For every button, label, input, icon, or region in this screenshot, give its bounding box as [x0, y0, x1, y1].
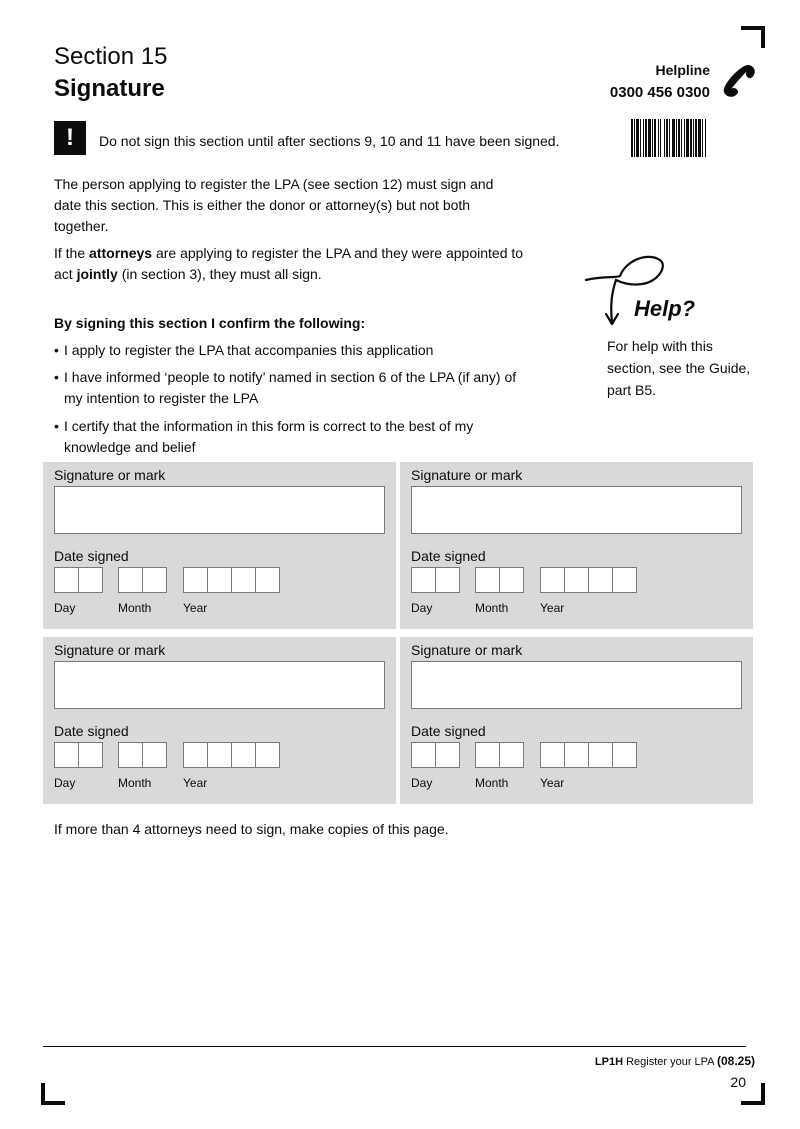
digit-box[interactable] [54, 742, 79, 768]
date-year-field[interactable] [540, 742, 637, 766]
date-month-field[interactable] [118, 742, 167, 766]
attorneys-text-3: (in section 3), they must all sign. [117, 266, 322, 282]
digit-box[interactable] [411, 742, 436, 768]
date-year-field[interactable] [183, 567, 280, 591]
digit-box[interactable] [78, 567, 103, 593]
date-year-field[interactable] [183, 742, 280, 766]
crop-mark-top-right [741, 26, 765, 48]
digit-box[interactable] [612, 742, 637, 768]
digit-box[interactable] [255, 742, 280, 768]
digit-box[interactable] [612, 567, 637, 593]
day-caption: Day [411, 601, 433, 615]
digit-box[interactable] [564, 567, 589, 593]
help-title: Help? [634, 296, 696, 321]
digit-box[interactable] [435, 742, 460, 768]
warning-text: Do not sign this section until after sections 9, 10 and 11 have been signed. [99, 133, 560, 149]
digit-box[interactable] [588, 742, 613, 768]
digit-box[interactable] [540, 567, 565, 593]
help-text: For help with this section, see the Guide, part B5. [607, 338, 751, 398]
digit-box[interactable] [183, 742, 208, 768]
day-caption: Day [411, 776, 433, 790]
copies-note: If more than 4 attorneys need to sign, make copies of this page. [54, 821, 449, 837]
digit-box[interactable] [540, 742, 565, 768]
signature-panel [400, 462, 753, 629]
digit-box[interactable] [411, 567, 436, 593]
date-year-field[interactable] [540, 567, 637, 591]
date-day-field[interactable] [54, 742, 103, 766]
date-signed-label: Date signed [54, 723, 129, 739]
signature-panel [400, 637, 753, 804]
helpline-label: Helpline [655, 62, 710, 78]
digit-box[interactable] [54, 567, 79, 593]
section-number: Section 15 [54, 43, 168, 70]
intro-paragraph: The person applying to register the LPA (see section 12) must sign and date this section. This is either the donor or attorney(s) but not both together. [54, 176, 494, 234]
year-caption: Year [540, 601, 565, 615]
digit-box[interactable] [588, 567, 613, 593]
page-number: 20 [730, 1074, 746, 1090]
form-name: Register your LPA [623, 1056, 717, 1068]
attorneys-bold-2: jointly [76, 266, 118, 282]
footer-divider [43, 1046, 746, 1047]
signature-field[interactable] [54, 661, 385, 709]
digit-box[interactable] [499, 567, 524, 593]
page-title: Signature [54, 75, 165, 102]
month-caption: Month [475, 776, 509, 790]
digit-box[interactable] [564, 742, 589, 768]
digit-box[interactable] [78, 742, 103, 768]
form-code: LP1H [594, 1056, 624, 1068]
date-day-field[interactable] [54, 567, 103, 591]
phone-icon [720, 62, 758, 100]
signature-field[interactable] [411, 486, 742, 534]
barcode-gap [706, 119, 707, 157]
month-caption: Month [475, 601, 509, 615]
year-caption: Year [540, 776, 565, 790]
day-caption: Day [54, 601, 76, 615]
digit-box[interactable] [207, 567, 232, 593]
signature-field[interactable] [411, 661, 742, 709]
digit-box[interactable] [231, 567, 256, 593]
digit-box[interactable] [142, 567, 167, 593]
day-caption: Day [54, 776, 76, 790]
attorneys-text-2: are applying to register the LPA and they were appointed to act [54, 245, 524, 282]
form-version: (08.25) [716, 1054, 755, 1068]
date-month-field[interactable] [118, 567, 167, 591]
crop-mark-bottom-left [41, 1083, 65, 1105]
digit-box[interactable] [475, 567, 500, 593]
attorneys-paragraph [54, 243, 534, 285]
digit-box[interactable] [255, 567, 280, 593]
confirm-item: • I have informed ‘people to notify’ named in section 6 of the LPA (if any) of my intention to register the LPA [54, 367, 524, 409]
date-day-field[interactable] [411, 567, 460, 591]
confirm-heading: By signing this section I confirm the following: [54, 315, 366, 331]
digit-box[interactable] [475, 742, 500, 768]
barcode [631, 119, 746, 157]
digit-box[interactable] [118, 742, 143, 768]
signature-label: Signature or mark [411, 642, 523, 658]
digit-box[interactable] [142, 742, 167, 768]
digit-box[interactable] [499, 742, 524, 768]
month-caption: Month [118, 601, 152, 615]
digit-box[interactable] [118, 567, 143, 593]
date-month-field[interactable] [475, 567, 524, 591]
digit-box[interactable] [183, 567, 208, 593]
year-caption: Year [183, 601, 208, 615]
year-caption: Year [183, 776, 208, 790]
signature-field[interactable] [54, 486, 385, 534]
attorneys-bold-1: attorneys [89, 245, 153, 261]
signature-panel [43, 637, 396, 804]
date-day-field[interactable] [411, 742, 460, 766]
digit-box[interactable] [207, 742, 232, 768]
helpline-number: 0300 456 0300 [609, 84, 710, 101]
exclamation-icon: ! [54, 121, 86, 155]
confirm-item: • I certify that the information in this form is correct to the best of my knowledge and belief [54, 416, 524, 458]
confirm-item: • I apply to register the LPA that accompanies this application [54, 340, 524, 361]
digit-box[interactable] [435, 567, 460, 593]
signature-label: Signature or mark [411, 467, 523, 483]
digit-box[interactable] [231, 742, 256, 768]
signature-panel [43, 462, 396, 629]
date-signed-label: Date signed [411, 548, 486, 564]
date-signed-label: Date signed [54, 548, 129, 564]
month-caption: Month [118, 776, 152, 790]
signature-label: Signature or mark [54, 642, 166, 658]
signature-label: Signature or mark [54, 467, 166, 483]
date-signed-label: Date signed [411, 723, 486, 739]
footer-form-reference [430, 1054, 755, 1068]
attorneys-text-1: If the [54, 245, 90, 261]
date-month-field[interactable] [475, 742, 524, 766]
